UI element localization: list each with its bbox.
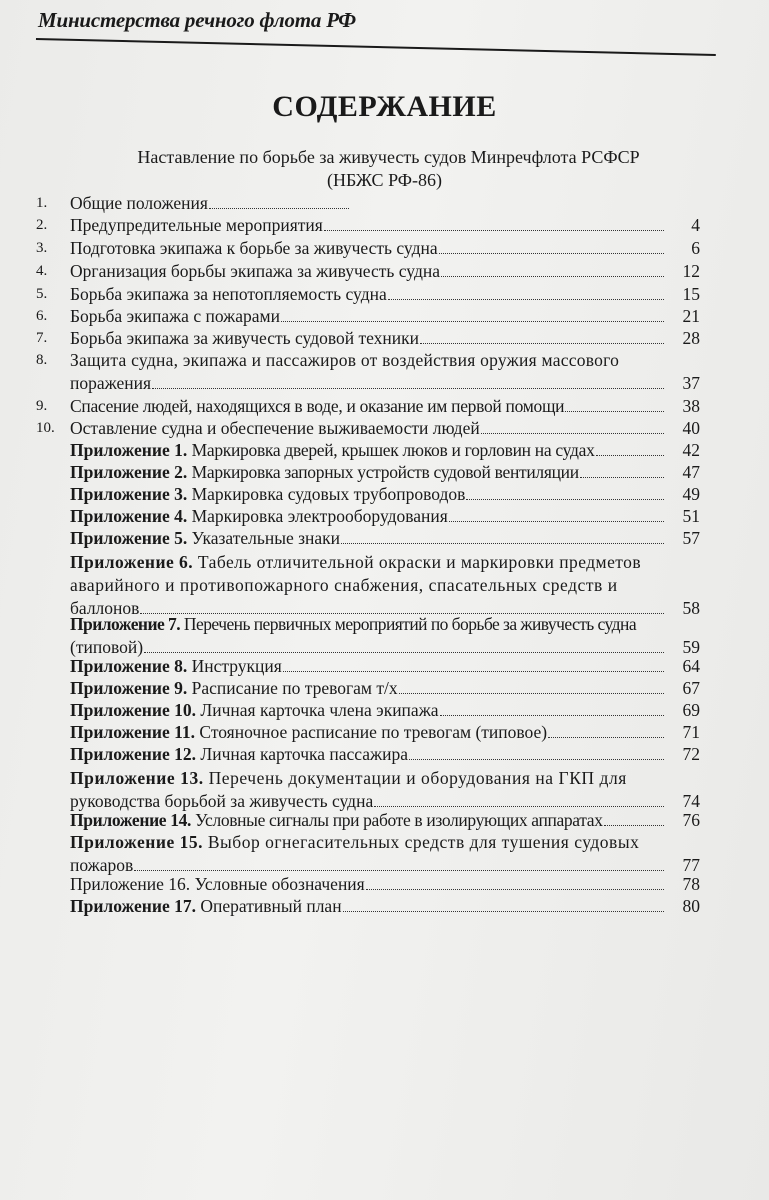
toc-trailing-page: [70, 891, 700, 912]
dot-leader: [466, 485, 664, 500]
appendix-label: Приложение 15.: [70, 832, 203, 852]
dot-leader: [481, 419, 664, 434]
toc-item-text: Расписание по тревогам т/х: [191, 678, 398, 698]
toc-item-page: 28: [682, 328, 700, 348]
toc-appendix: [70, 528, 700, 549]
toc-item-text: Условные обозначения: [194, 874, 365, 894]
appendix-label: Приложение 6.: [70, 552, 194, 572]
dot-leader: [399, 679, 664, 694]
toc-item-text: Маркировка электрооборудования: [191, 506, 448, 526]
appendix-label: Приложение 10.: [70, 700, 196, 720]
toc-item-page: 78: [682, 874, 700, 894]
toc-item-text-line: Табель отличительной окраски и маркировки предметов: [197, 552, 642, 572]
toc-item-page: 77: [682, 855, 700, 875]
toc-item-text: Личная карточка члена экипажа: [200, 700, 439, 720]
toc-item-page: 51: [682, 506, 700, 526]
appendix-label: Приложение 1.: [70, 440, 188, 460]
dot-leader: [420, 329, 664, 344]
toc-item-number: 8.: [36, 352, 48, 368]
toc-appendix: [70, 462, 700, 483]
dot-leader: [440, 701, 664, 716]
toc-item-text: Оперативный план: [200, 896, 342, 916]
toc-item-page: 71: [682, 722, 700, 742]
toc-item-page: 38: [682, 396, 700, 416]
toc-item-page: 67: [682, 678, 700, 698]
toc-item-page: 57: [682, 528, 700, 548]
toc-item-text-line: Защита судна, экипажа и пассажиров от воздействия оружия массового: [70, 350, 620, 370]
dot-leader: [580, 463, 664, 478]
toc-item: [36, 328, 700, 349]
dot-leader: [366, 875, 664, 890]
appendix-label: Приложение 9.: [70, 678, 188, 698]
appendix-label: Приложение 3.: [70, 484, 188, 504]
toc-item: [36, 350, 700, 394]
toc-item-page: 49: [682, 484, 700, 504]
dot-leader: [134, 856, 664, 871]
toc-item-number: 6.: [36, 308, 48, 324]
dot-leader: [409, 745, 664, 760]
dot-leader: [341, 529, 664, 544]
dot-leader: [209, 194, 349, 209]
toc-item-text: Инструкция: [191, 656, 282, 676]
page-title: СОДЕРЖАНИЕ: [272, 90, 497, 123]
dot-leader: [441, 262, 664, 277]
toc-item-text: баллонов: [70, 598, 140, 618]
dot-leader: [152, 374, 664, 389]
appendix-label: Приложение 2.: [70, 462, 188, 482]
toc-appendix: [70, 656, 700, 677]
toc-item-page: 72: [682, 744, 700, 764]
toc-item-page: 59: [682, 637, 700, 657]
toc-item-text: пожаров: [70, 855, 134, 875]
toc-item-text: руководства борьбой за живучесть судна: [70, 791, 374, 811]
appendix-label: Приложение 14.: [70, 810, 192, 830]
toc-item-page: 40: [682, 418, 700, 438]
toc-appendix: [70, 744, 700, 765]
toc-item: [36, 306, 700, 327]
dot-leader: [604, 811, 664, 826]
toc-appendix: [70, 722, 700, 743]
toc-item-text: Личная карточка пассажира: [200, 744, 408, 764]
toc-item-text: Спасение людей, находящихся в воде, и оказание им первой помощи: [70, 396, 565, 416]
toc-item-number: 4.: [36, 263, 48, 279]
toc-item-text: Предупредительные мероприятия: [70, 215, 323, 235]
toc-item-page: 74: [682, 791, 700, 811]
toc-item-text: Борьба экипажа за живучесть судовой техники: [70, 328, 420, 348]
toc-item-text: Организация борьбы экипажа за живучесть судна: [70, 261, 440, 281]
dot-leader: [388, 285, 664, 300]
toc-item: [36, 261, 700, 282]
toc-appendix: [70, 810, 700, 831]
toc-item-number: 7.: [36, 330, 48, 346]
appendix-label: Приложение 7.: [70, 614, 181, 634]
appendix-label: Приложение 5.: [70, 528, 188, 548]
toc-item: [36, 193, 700, 214]
toc-item-page: 64: [682, 656, 700, 676]
toc-appendix: [70, 700, 700, 721]
toc-item: [36, 238, 700, 259]
toc-item-text: Маркировка судовых трубопроводов: [191, 484, 466, 504]
toc-item-page: 69: [682, 700, 700, 720]
toc-appendix: [70, 614, 700, 658]
dot-leader: [596, 441, 664, 456]
appendix-label: Приложение 4.: [70, 506, 188, 526]
dot-leader: [449, 507, 664, 522]
toc-item-text: Общие положения: [70, 193, 208, 213]
dot-leader: [439, 239, 664, 254]
toc-appendix: [70, 678, 700, 699]
toc-item-number: 3.: [36, 240, 48, 256]
toc-item-number: 5.: [36, 286, 48, 302]
toc-item-text: Указательные знаки: [191, 528, 341, 548]
toc-item-page: 42: [682, 440, 700, 460]
toc-item-text: Оставление судна и обеспечение выживаемости людей: [70, 418, 480, 438]
toc-item-text-line: Выбор огнегасительных средств для тушения судовых: [207, 832, 640, 852]
dot-leader: [140, 599, 664, 614]
dot-leader: [548, 723, 664, 738]
subtitle-line-2: (НБЖС РФ-86): [327, 170, 442, 190]
toc-item-number: 2.: [36, 217, 48, 233]
toc-item-text: Стояночное расписание по тревогам (типовое): [199, 722, 548, 742]
appendix-label: Приложение 12.: [70, 744, 196, 764]
appendix-label: Приложение 11.: [70, 722, 196, 742]
toc-item-number: 9.: [36, 398, 48, 414]
toc-item-text: Условные сигналы при работе в изолирующих аппаратах: [195, 810, 603, 830]
toc-item-text: поражения: [70, 373, 152, 393]
toc-item-text: Борьба экипажа за непотопляемость судна: [70, 284, 387, 304]
appendix-label: Приложение 13.: [70, 768, 204, 788]
toc-item-page: 76: [682, 810, 700, 830]
toc-item: [36, 215, 700, 236]
toc-item-text-line: аварийного и противопожарного снабжения, спасательных средств и: [70, 575, 618, 595]
appendix-label: Приложение 17.: [70, 896, 196, 916]
toc-item-page: 80: [682, 896, 700, 916]
toc-item-page: 15: [682, 284, 700, 304]
toc-item-text-line: Перечень документации и оборудования на ГКП для: [208, 768, 627, 788]
appendix-label: Приложение 16.: [70, 874, 191, 894]
dot-leader: [281, 307, 664, 322]
toc-item-page: 47: [682, 462, 700, 482]
toc-appendix: [70, 768, 700, 812]
toc-item: [36, 396, 700, 417]
toc-item-text: (типовой): [70, 637, 144, 657]
toc-appendix: [70, 484, 700, 505]
toc-item-number: 10.: [36, 420, 55, 436]
toc-item-page: 37: [682, 373, 700, 393]
toc-item: [36, 418, 700, 439]
toc-item-text: Подготовка экипажа к борьбе за живучесть судна: [70, 238, 438, 258]
toc-item-text-line: Перечень первичных мероприятий по борьбе за живучесть судна: [183, 614, 637, 634]
header-rule: [36, 38, 716, 56]
toc-item: [36, 284, 700, 305]
toc-appendix: [70, 832, 700, 876]
dot-leader: [565, 397, 664, 412]
dot-leader: [283, 657, 664, 672]
subtitle-line-1: Наставление по борьбе за живучесть судов Минречфлота РСФСР: [137, 147, 640, 167]
dot-leader: [374, 792, 664, 807]
toc-item-text: Маркировка дверей, крышек люков и горловин на судах: [191, 440, 595, 460]
dot-leader: [144, 638, 664, 653]
toc-item-page: 12: [682, 261, 700, 281]
toc-item-number: 1.: [36, 195, 48, 211]
toc-item-page: 21: [682, 306, 700, 326]
toc-item-page: 4: [691, 215, 700, 235]
dot-leader: [324, 216, 664, 231]
toc-appendix: [70, 552, 700, 619]
toc-appendix: [70, 440, 700, 461]
running-head: Министерства речного флота РФ: [38, 8, 356, 32]
toc-item-page: 6: [691, 238, 700, 258]
toc-item-page: 58: [682, 598, 700, 618]
appendix-label: Приложение 8.: [70, 656, 188, 676]
toc-item-text: Маркировка запорных устройств судовой вентиляции: [191, 462, 579, 482]
toc-item-text: Борьба экипажа с пожарами: [70, 306, 280, 326]
toc-appendix: [70, 506, 700, 527]
